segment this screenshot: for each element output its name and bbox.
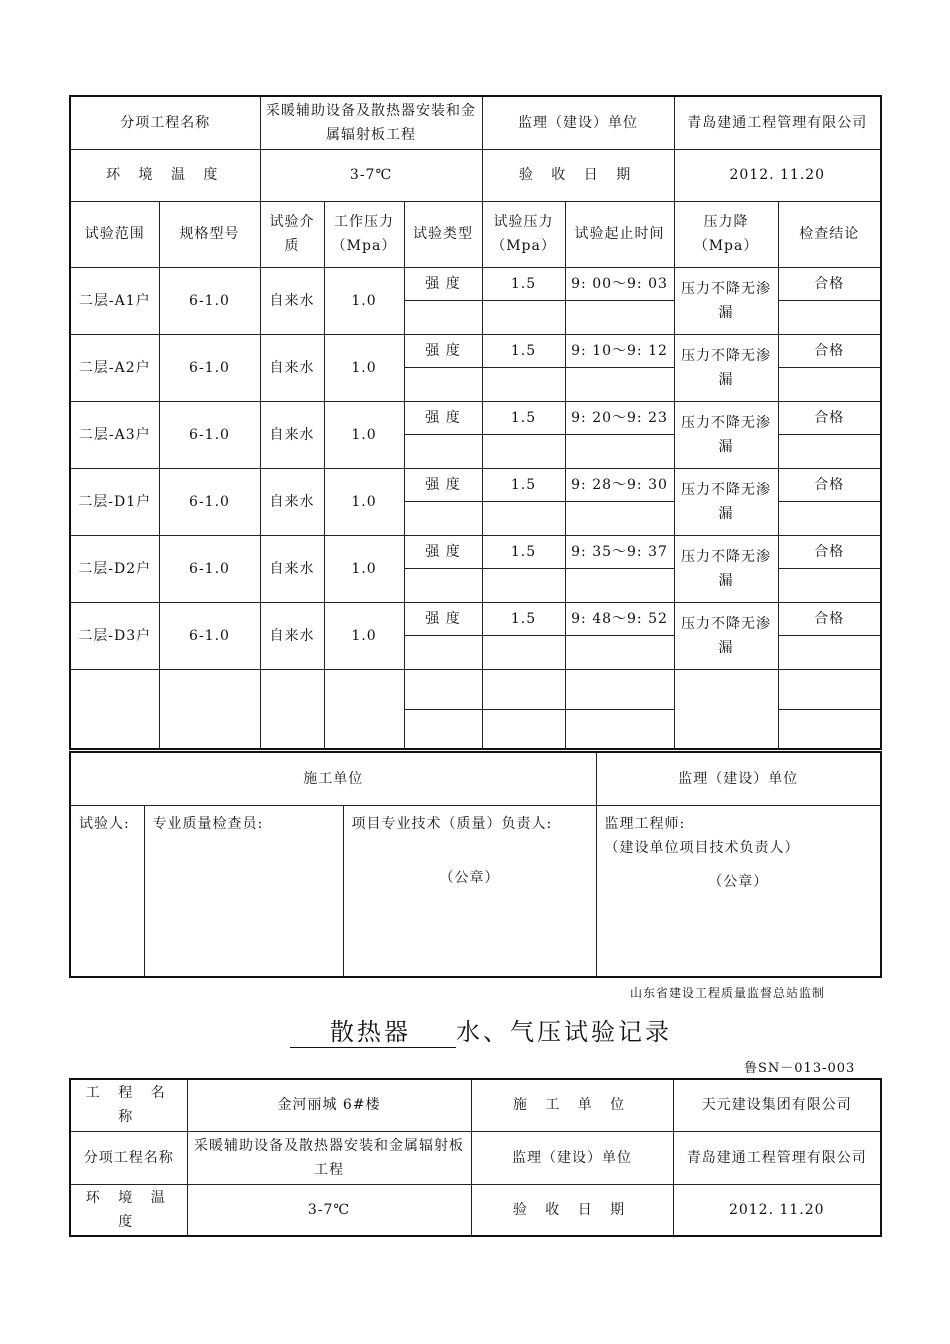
work-pressure-cell: 1.0 — [324, 468, 404, 535]
spec-cell: 6-1.0 — [159, 267, 260, 334]
pressure-drop-cell: 压力不降无渗漏 — [674, 334, 778, 401]
empty-cell — [482, 501, 565, 535]
conclusion-cell: 合格 — [778, 535, 881, 568]
empty-cell — [778, 709, 881, 749]
empty-cell — [324, 669, 404, 749]
col-time: 试验起止时间 — [565, 201, 674, 267]
empty-cell — [482, 367, 565, 401]
empty-cell — [565, 434, 674, 468]
table-row — [70, 401, 881, 434]
empty-cell — [778, 568, 881, 602]
empty-cell — [778, 300, 881, 334]
range-cell: 二层-A2户 — [70, 334, 159, 401]
time-cell: 9: 20～9: 23 — [565, 401, 674, 434]
project-value: 金河丽城 6#楼 — [187, 1079, 471, 1131]
range-cell: 二层-D3户 — [70, 602, 159, 669]
env-temp-label: 环 境 温 度 — [70, 149, 260, 201]
medium-cell: 自来水 — [260, 401, 324, 468]
col-pressure-drop: 压力降（Mpa） — [674, 201, 778, 267]
title-rest: 水、气压试验记录 — [456, 1018, 672, 1046]
conclusion-cell: 合格 — [778, 334, 881, 367]
accept-date-value-2: 2012. 11.20 — [673, 1184, 881, 1236]
empty-cell — [482, 568, 565, 602]
project-label: 工 程 名 称 — [70, 1079, 187, 1131]
empty-cell — [404, 434, 482, 468]
spec-cell: 6-1.0 — [159, 468, 260, 535]
empty-cell — [482, 635, 565, 669]
supervisor-label: 监理（建设）单位 — [482, 96, 674, 149]
empty-cell — [482, 669, 565, 709]
table-row — [70, 468, 881, 501]
test-type-cell: 强 度 — [404, 267, 482, 300]
tech-lead-field — [343, 805, 596, 977]
empty-cell — [260, 669, 324, 749]
tester-field: 试验人: — [70, 805, 144, 977]
empty-cell — [778, 635, 881, 669]
subproject-value: 采暖辅助设备及散热器安装和金属辐射板工程 — [260, 96, 482, 149]
empty-cell — [565, 669, 674, 709]
empty-cell — [565, 568, 674, 602]
empty-cell — [565, 709, 674, 749]
range-cell: 二层-D2户 — [70, 535, 159, 602]
accept-date-label-2: 验 收 日 期 — [471, 1184, 673, 1236]
spec-cell: 6-1.0 — [159, 401, 260, 468]
empty-cell — [404, 367, 482, 401]
pressure-drop-cell: 压力不降无渗漏 — [674, 535, 778, 602]
test-type-cell: 强 度 — [404, 602, 482, 635]
empty-cell — [482, 300, 565, 334]
table-row — [70, 334, 881, 367]
env-temp-value-2: 3-7℃ — [187, 1184, 471, 1236]
empty-cell — [404, 635, 482, 669]
subproject-value-2: 采暖辅助设备及散热器安装和金属辐射板工程 — [187, 1131, 471, 1184]
empty-cell — [404, 568, 482, 602]
pressure-drop-cell: 压力不降无渗漏 — [674, 401, 778, 468]
empty-cell — [778, 501, 881, 535]
pressure-drop-cell: 压力不降无渗漏 — [674, 267, 778, 334]
supervisor-value: 青岛建通工程管理有限公司 — [674, 96, 881, 149]
empty-cell — [482, 434, 565, 468]
accept-date-value: 2012. 11.20 — [674, 149, 881, 201]
seal-1: （公章） — [439, 869, 500, 886]
accept-date-label: 验 收 日 期 — [482, 149, 674, 201]
col-spec: 规格型号 — [159, 201, 260, 267]
env-temp-value: 3-7℃ — [260, 149, 482, 201]
work-pressure-cell: 1.0 — [324, 334, 404, 401]
spec-cell: 6-1.0 — [159, 334, 260, 401]
conclusion-cell: 合格 — [778, 468, 881, 501]
supervision-unit-label: 监理（建设）单位 — [596, 752, 881, 805]
pressure-drop-cell: 压力不降无渗漏 — [674, 468, 778, 535]
footer-note: 山东省建设工程质量监督总站监制 — [630, 986, 826, 1000]
col-conclusion: 检查结论 — [778, 201, 881, 267]
empty-cell — [778, 367, 881, 401]
signature-table — [69, 751, 882, 978]
subproject-label-2: 分项工程名称 — [70, 1131, 187, 1184]
col-test-pressure: 试验压力（Mpa） — [482, 201, 565, 267]
conclusion-cell: 合格 — [778, 401, 881, 434]
test-type-cell: 强 度 — [404, 334, 482, 367]
work-pressure-cell: 1.0 — [324, 401, 404, 468]
supervising-engineer-field — [596, 805, 881, 977]
empty-cell — [674, 669, 778, 749]
env-temp-label-2: 环 境 温 度 — [70, 1184, 187, 1236]
tech-lead-label: 项目专业技术（质量）负责人: — [351, 815, 553, 832]
empty-cell — [404, 300, 482, 334]
test-pressure-cell: 1.5 — [482, 267, 565, 300]
empty-cell — [778, 669, 881, 709]
construction-unit-label: 施工单位 — [70, 752, 596, 805]
quality-inspector-field: 专业质量检查员: — [144, 805, 343, 977]
test-type-cell: 强 度 — [404, 535, 482, 568]
medium-cell: 自来水 — [260, 334, 324, 401]
col-test-type: 试验类型 — [404, 201, 482, 267]
empty-cell — [404, 669, 482, 709]
time-cell: 9: 10～9: 12 — [565, 334, 674, 367]
supervisor-label-2: 监理（建设）单位 — [471, 1131, 673, 1184]
document-title — [290, 1012, 710, 1048]
col-work-pressure: 工作压力（Mpa） — [324, 201, 404, 267]
table-row — [70, 602, 881, 635]
test-record-table — [69, 95, 882, 750]
supervising-engineer-label: 监理工程师: — [604, 815, 686, 832]
time-cell: 9: 28～9: 30 — [565, 468, 674, 501]
test-type-cell: 强 度 — [404, 401, 482, 434]
header-table-2 — [69, 1078, 882, 1237]
constructor-value: 天元建设集团有限公司 — [673, 1079, 881, 1131]
subproject-label: 分项工程名称 — [70, 96, 260, 149]
spec-cell: 6-1.0 — [159, 602, 260, 669]
supervisor-value-2: 青岛建通工程管理有限公司 — [673, 1131, 881, 1184]
document-code: 鲁SN－013-003 — [744, 1061, 856, 1076]
work-pressure-cell: 1.0 — [324, 602, 404, 669]
empty-cell — [70, 669, 159, 749]
empty-cell — [565, 300, 674, 334]
range-cell: 二层-A3户 — [70, 401, 159, 468]
medium-cell: 自来水 — [260, 602, 324, 669]
test-pressure-cell: 1.5 — [482, 535, 565, 568]
owner-tech-lead-label: （建设单位项目技术负责人） — [604, 839, 800, 856]
conclusion-cell: 合格 — [778, 602, 881, 635]
empty-cell — [565, 367, 674, 401]
title-blank: 散热器 — [290, 1012, 456, 1048]
table-row — [70, 267, 881, 300]
col-medium: 试验介质 — [260, 201, 324, 267]
medium-cell: 自来水 — [260, 267, 324, 334]
spec-cell: 6-1.0 — [159, 535, 260, 602]
table-row — [70, 535, 881, 568]
work-pressure-cell: 1.0 — [324, 267, 404, 334]
empty-cell — [404, 709, 482, 749]
col-range: 试验范围 — [70, 201, 159, 267]
empty-cell — [565, 635, 674, 669]
pressure-drop-cell: 压力不降无渗漏 — [674, 602, 778, 669]
empty-cell — [565, 501, 674, 535]
conclusion-cell: 合格 — [778, 267, 881, 300]
medium-cell: 自来水 — [260, 535, 324, 602]
range-cell: 二层-D1户 — [70, 468, 159, 535]
time-cell: 9: 00～9: 03 — [565, 267, 674, 300]
empty-cell — [778, 434, 881, 468]
test-pressure-cell: 1.5 — [482, 401, 565, 434]
empty-cell — [404, 501, 482, 535]
time-cell: 9: 35～9: 37 — [565, 535, 674, 568]
time-cell: 9: 48～9: 52 — [565, 602, 674, 635]
empty-cell — [159, 669, 260, 749]
test-pressure-cell: 1.5 — [482, 468, 565, 501]
range-cell: 二层-A1户 — [70, 267, 159, 334]
work-pressure-cell: 1.0 — [324, 535, 404, 602]
constructor-label: 施 工 单 位 — [471, 1079, 673, 1131]
test-pressure-cell: 1.5 — [482, 334, 565, 367]
medium-cell: 自来水 — [260, 468, 324, 535]
test-pressure-cell: 1.5 — [482, 602, 565, 635]
test-type-cell: 强 度 — [404, 468, 482, 501]
empty-cell — [482, 709, 565, 749]
seal-2: （公章） — [708, 873, 769, 890]
